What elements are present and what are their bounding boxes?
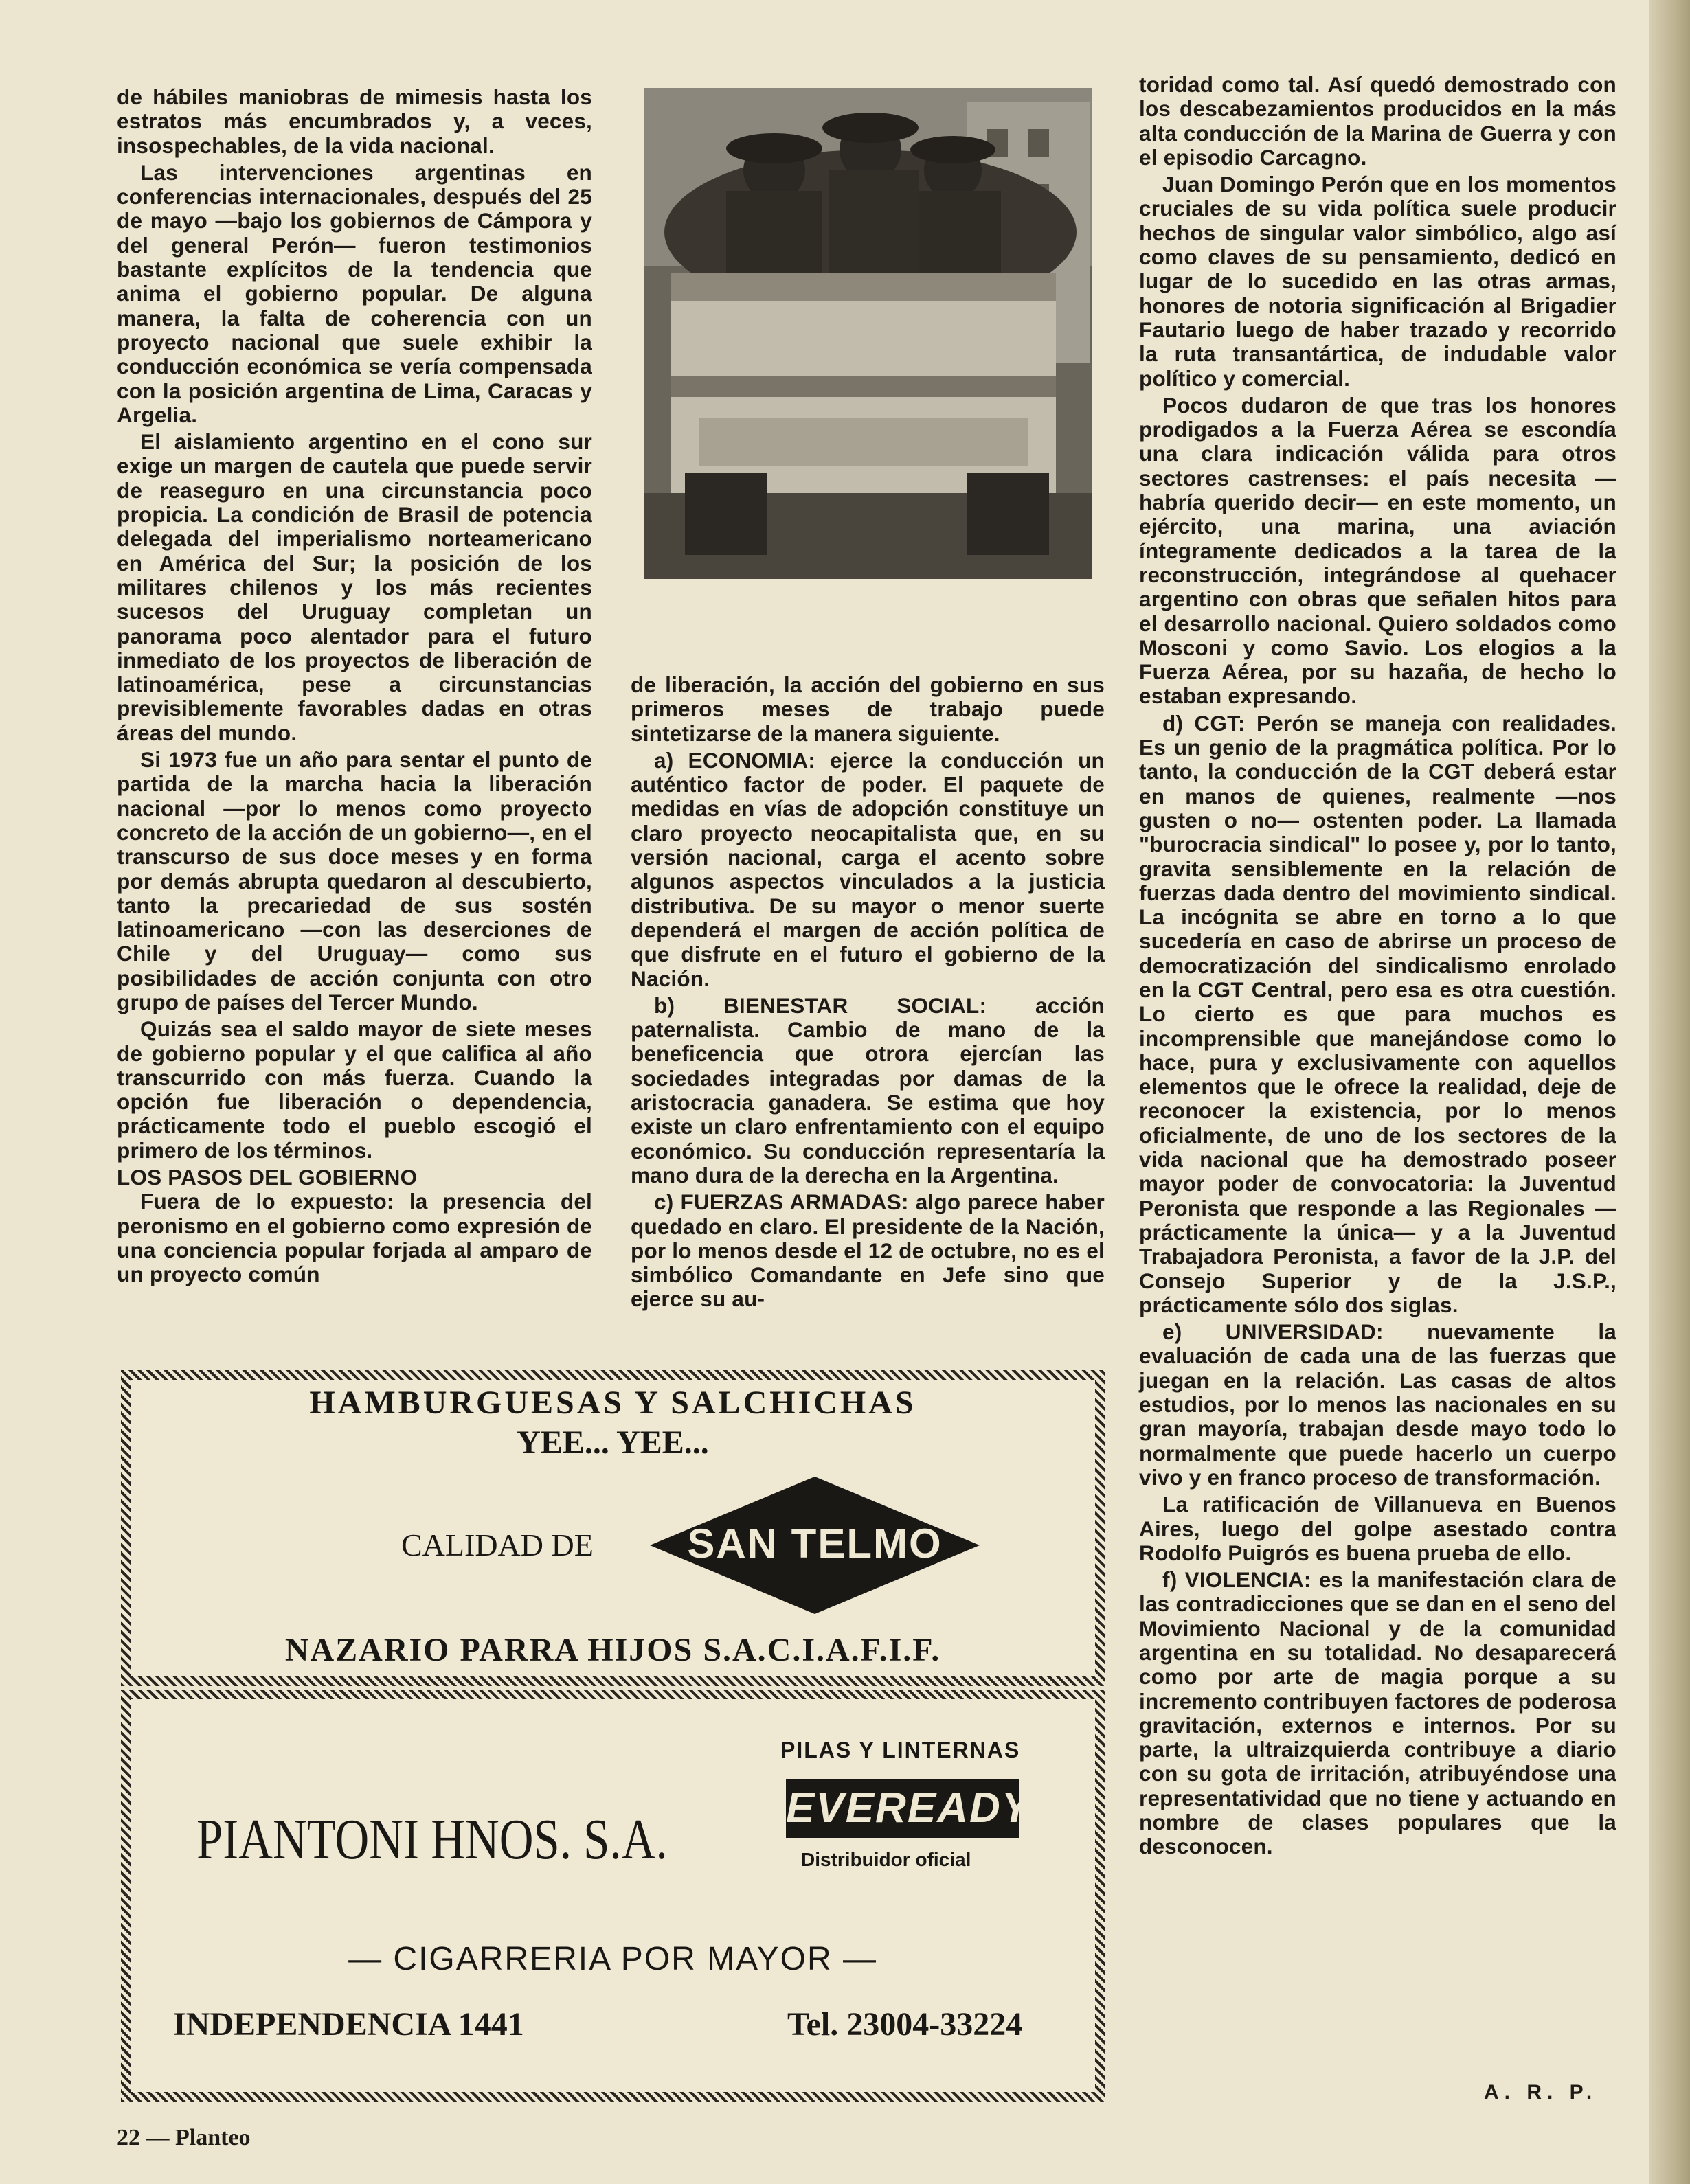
paragraph: Fuera de lo expuesto: la presencia del peronismo en el gobierno como expresión de una conciencia popular forjada al amparo de un proyecto común [117,1189,592,1287]
article-column-3 [1139,73,1616,1862]
ad-distributor: Distribuidor oficial [801,1849,971,1870]
advertisement-san-telmo [121,1370,1105,1686]
article-column-2 [631,673,1105,1315]
article-column-1 [117,85,592,1290]
section-heading: LOS PASOS DEL GOBIERNO [117,1165,418,1190]
footer-dash: — [146,2125,175,2150]
ad-brand-eveready: EVEREADY [786,1779,1019,1838]
paragraph: toridad como tal. Así quedó demostrado con los descabezamientos producidos en la más alta conducción de la Marina de Guerra y con el episodio Carcagno. [1139,72,1616,170]
ad-company: NAZARIO PARRA HIJOS S.A.C.I.A.F.I.F. [284,1632,941,1668]
page-number: 22 [117,2125,140,2150]
paragraph: La ratificación de Villanueva en Buenos Aires, luego del golpe asestado contra Rodolfo Puigrós es buena prueba de ello. [1139,1492,1616,1565]
paragraph: e) UNIVERSIDAD: nuevamente la evaluación de cada una de las fuerzas que juegan en la relación. Las casas de altos estudios, por lo menos las nacionales en su gran mayoría, trabajan desde mayo todo lo normalmente que puede hacerlo un cuerpo vivo y en franco proceso de transformación. [1139,1319,1616,1490]
ad-tagline: PILAS Y LINTERNAS [780,1738,1021,1762]
paragraph: Quizás sea el saldo mayor de siete meses de gobierno popular y el que califica al año transcurrido con más fuerza. Cuando la opción fue liberación o dependencia, prácticamente todo el pueblo escogió el primero de los términos. [117,1016,592,1163]
page-footer [117,2125,251,2151]
paragraph: c) FUERZAS ARMADAS: algo parece haber quedado en claro. El presidente de la Nación, por lo menos desde el 12 de octubre, no es el simbólico Comandante en Jefe sino que ejerce su au- [631,1190,1105,1312]
ad-brand: SAN TELMO [687,1521,943,1567]
page-edge-shadow [1649,0,1690,2184]
ad-calidad-label: CALIDAD DE [401,1527,594,1562]
paragraph: f) VIOLENCIA: es la manifestación clara de las contradicciones que se dan en el seno del Movimiento Nacional y de la comunidad argentina en su totalidad. No desaparecerá como por arte de magia porque a su incremento contribuyen factores de poderosa gravitación, externos e internos. Por su parte, la ultraizquierda contribuye a diario con su gota de irritación, atribuyéndose una representatividad que no tiene y actuando en nombre de clases populares que la desconocen. [1139,1567,1616,1859]
paragraph: Las intervenciones argentinas en conferencias internacionales, después del 25 de mayo —bajo los gobiernos de Cámpora y del general Perón— fueron testimonios bastante explícitos de la tendencia que anima el gobierno popular. De alguna manera, la falta de coherencia con un proyecto nacional que suele exhibir la conducción económica se vería compensada con la posición argentina de Lima, Caracas y Argelia. [117,159,592,427]
paragraph: de liberación, la acción del gobierno en sus primeros meses de trabajo puede sintetizarse de la manera siguiente. [631,672,1105,746]
paragraph: b) BIENESTAR SOCIAL: acción paternalista. Cambio de mano de la beneficencia que otrora ejercían las sociedades integradas por damas de la aristocracia ganadera. Se estima que hoy existe un claro enfrentamiento con el equipo económico. Su conducción representaría la mano dura de la derecha en la Argentina. [631,992,1105,1187]
author-signature: A. R. P. [1484,2081,1598,2104]
paragraph: El aislamiento argentino en el cono sur exige un margen de cautela que puede servir de reaseguro en una circunstancia poco propicia. La condición de Brasil de potencia delegada del imperialismo norteamericano en América del Sur; la posición de los militares chilenos y los más recientes sucesos del Uruguay completan un panorama poco alentador para el futuro inmediato de los proyectos de liberación de latinoamérica, pese a circunstancias previsiblemente favorables dadas en otras áreas del mundo. [117,429,592,745]
paragraph: d) CGT: Perón se maneja con realidades. Es un genio de la pragmática política. Por lo tanto, la conducción de la CGT deberá estar en manos de quienes, realmente —nos gusten o no— ostenten poder. La llamada "burocracia sindical" lo posee y, por lo tanto, gravita sensiblemente en la relación de fuerzas dada dentro del movimiento sindical. La incógnita se abre en torno a lo que sucedería en caso de abrirse un proceso de democratización del sindicalismo enrolado en la CGT Central, pero esa es otra cuestión. Lo cierto es que para muchos es incomprensible que manejándose como lo hace, pura y exclusivamente con aquellos elementos que le ofrece la realidad, deje de reconocer la existencia, por lo menos oficialmente, de uno de los sectores de la vida nacional que ha demostrado poseer mayor poder de convocatoria: la Juventud Peronista que responde a las Regionales —prácticamente la única— y a la Juventud Trabajadora Peronista, a favor de la J.P. del Consejo Superior y de la J.S.P., prácticamente sólo dos siglas. [1139,710,1616,1317]
paragraph: Pocos dudaron de que tras los honores prodigados a la Fuerza Aérea se escondía una clara indicación válida para otros sectores castrenses: el país necesita —habría querido decir— en este momento, un ejército, una marina, una aviación íntegramente dedicados a la tarea de la reconstrucción, integrándose al quehacer argentino con obras que señalen hitos para el desarrollo nacional. Quiero soldados como Mosconi y como Savio. Los elogios a la Fuerza Aérea, por su hazaña, de hecho lo estaban expresando. [1139,392,1616,709]
paragraph: Juan Domingo Perón que en los momentos cruciales de su vida política suele producir hechos de singular valor simbólico, algo así como claves de su pensamiento, dedicó en lugar de lo sucedido en las otras armas, honores de notoria significación al Brigadier Fautario luego de haber trazado y recorrido la ruta transantártica, de indudable valor político y comercial. [1139,172,1616,391]
paragraph: Si 1973 fue un año para sentar el punto de partida de la marcha hacia la liberación nacional —por lo menos como proyecto concreto de la acción de un gobierno—, en el transcurso de sus doce meses y en forma por demás abrupta quedaron al descubierto, tanto la precariedad de sus sostén latinoamericano —con las deserciones de Chile y del Uruguay— como sus posibilidades de acción conjunta con otro grupo de países del Tercer Mundo. [117,747,592,1014]
paragraph: de hábiles maniobras de mimesis hasta los estratos más encumbrados y, a veces, insospechables, de la vida nacional. [117,84,592,158]
ad-phone: Tel. 23004-33224 [787,2006,1023,2043]
paragraph: a) ECONOMIA: ejerce la conducción un auténtico factor de poder. El paquete de medidas en vías de adopción constituye un claro proyecto neocapitalista que, en su versión nacional, carga el acento sobre algunos aspectos vinculados a la justicia distributiva. De su mayor o menor suerte dependerá el margen de acción política de que disfrute en el futuro el gobierno de la Nación. [631,747,1105,991]
ad-company: PIANTONI HNOS. S.A. [196,1808,668,1872]
ad-headline: HAMBURGUESAS Y SALCHICHAS [309,1385,916,1421]
ad-business: — CIGARRERIA POR MAYOR — [348,1941,877,1977]
magazine-name: Planteo [175,2125,251,2150]
ad-subheadline: YEE... YEE... [517,1424,709,1461]
advertisement-piantoni [121,1690,1105,2102]
photo-soldiers-in-military-vehicle [644,88,1092,579]
ad-address: INDEPENDENCIA 1441 [173,2006,524,2043]
